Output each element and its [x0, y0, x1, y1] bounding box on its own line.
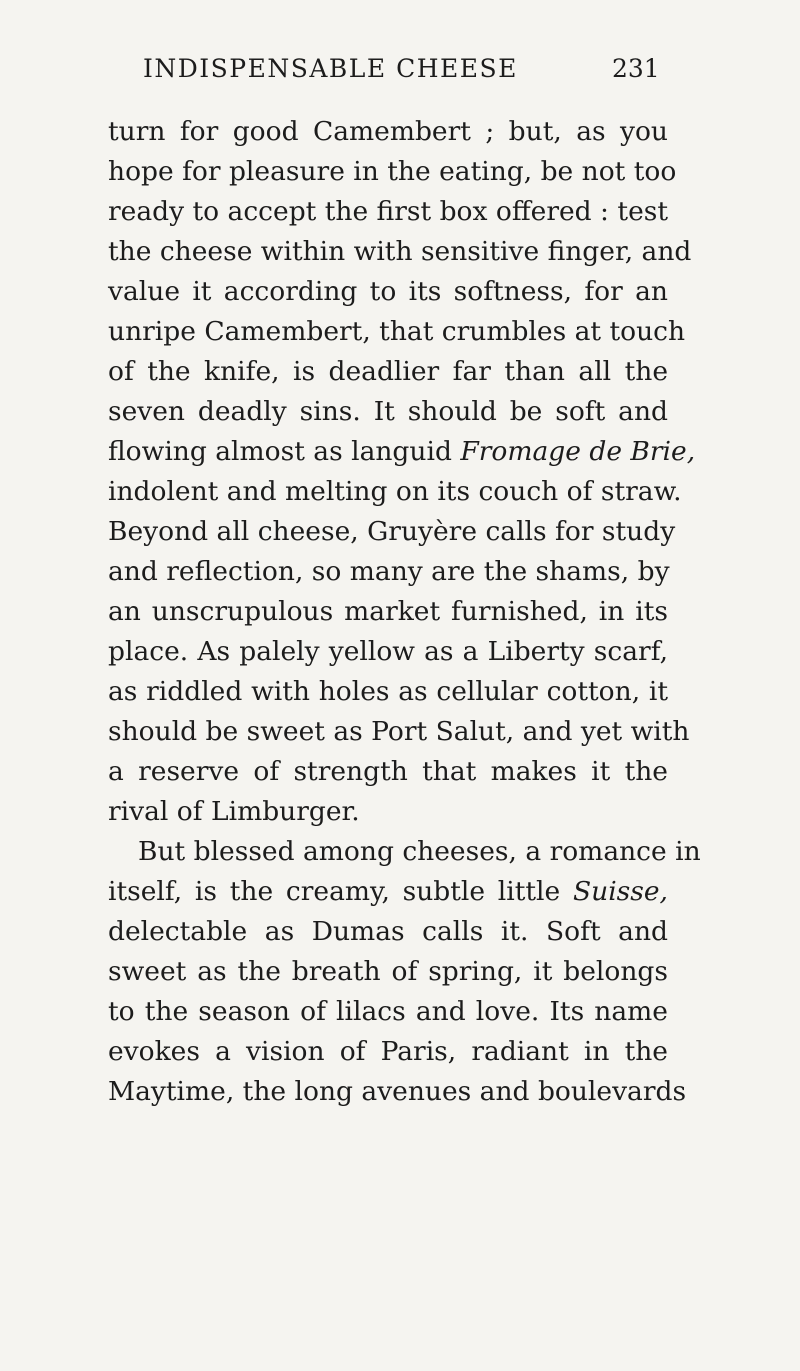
text-line: place. As palely yellow as a Liberty scarf,	[108, 636, 668, 667]
text-line: a reserve of strength that makes it the	[108, 756, 668, 787]
text-line: value it according to its softness, for an	[108, 276, 668, 307]
italic-phrase: Suisse,	[572, 876, 668, 907]
text-line: rival of Limburger.	[108, 796, 360, 827]
text-line	[108, 872, 668, 912]
text-line: sweet as the breath of spring, it belongs	[108, 956, 668, 987]
text-run: itself, is the creamy, subtle little	[108, 876, 561, 907]
text-line	[108, 432, 696, 472]
text-line: to the season of lilacs and love. Its name	[108, 996, 668, 1027]
text-line: But blessed among cheeses, a romance in	[138, 836, 701, 867]
text-line: the cheese within with sensitive finger, and	[108, 236, 692, 267]
running-head	[0, 54, 800, 94]
text-line: evokes a vision of Paris, radiant in the	[108, 1036, 668, 1067]
text-line: and reflection, so many are the shams, by	[108, 556, 670, 587]
text-line: as riddled with holes as cellular cotton, it	[108, 676, 668, 707]
text-line: should be sweet as Port Salut, and yet with	[108, 716, 690, 747]
italic-phrase: Fromage de Brie,	[460, 436, 696, 467]
text-run: flowing almost as languid	[108, 436, 452, 467]
text-line: unripe Camembert, that crumbles at touch	[108, 316, 686, 347]
text-line: delectable as Dumas calls it. Soft and	[108, 916, 668, 947]
text-line: ready to accept the first box offered : test	[108, 196, 668, 227]
text-line: of the knife, is deadlier far than all the	[108, 356, 668, 387]
text-line: indolent and melting on its couch of straw.	[108, 476, 682, 507]
text-line: hope for pleasure in the eating, be not too	[108, 156, 677, 187]
text-line: an unscrupulous market furnished, in its	[108, 596, 668, 627]
running-title: INDISPENSABLE CHEESE	[143, 54, 518, 83]
page-number: 231	[612, 54, 660, 83]
text-line: seven deadly sins. It should be soft and	[108, 396, 668, 427]
text-line: Beyond all cheese, Gruyère calls for study	[108, 516, 676, 547]
text-line: Maytime, the long avenues and boulevards	[108, 1076, 687, 1107]
body-text	[108, 112, 701, 1112]
text-line: turn for good Camembert ; but, as you	[108, 116, 668, 147]
